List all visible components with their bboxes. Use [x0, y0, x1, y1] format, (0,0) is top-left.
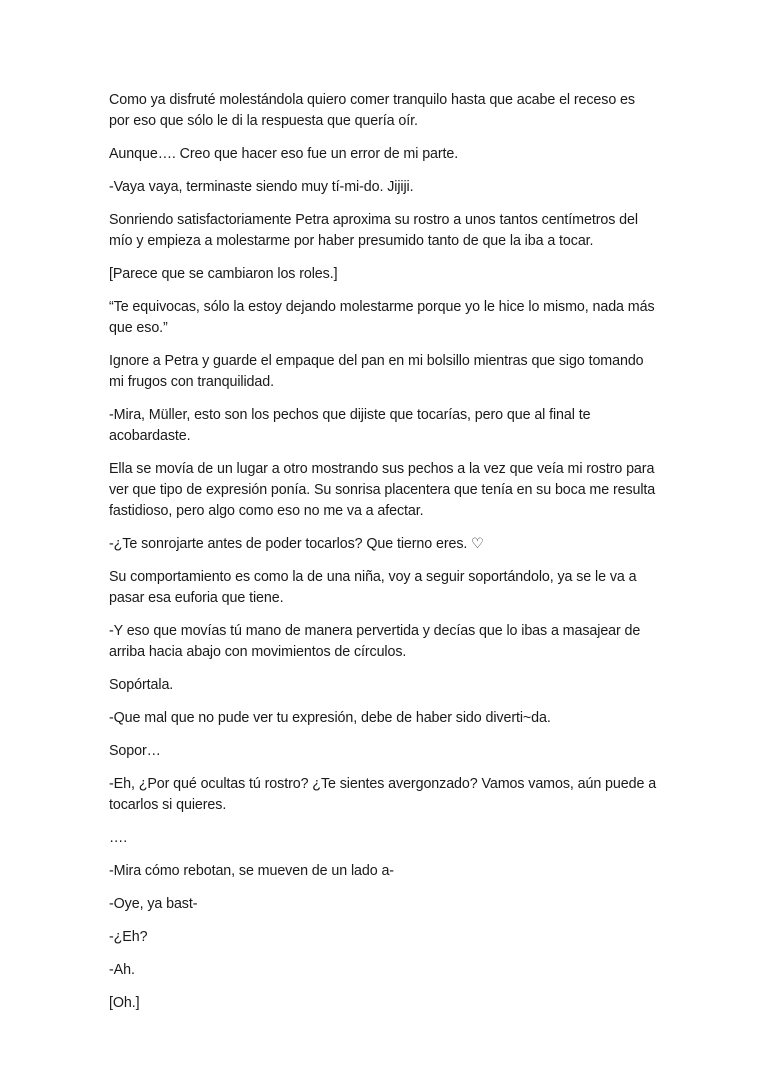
paragraph: Ignore a Petra y guarde el empaque del pan en mi bolsillo mientras que sigo tomando mi frugos con tranquilidad.	[109, 353, 644, 390]
paragraph: -Y eso que movías tú mano de manera pervertida y decías que lo ibas a masajear de arriba hacia abajo con movimientos de círculos.	[109, 623, 641, 660]
paragraph: [Parece que se cambiaron los roles.]	[109, 266, 338, 282]
paragraph: -Eh, ¿Por qué ocultas tú rostro? ¿Te sientes avergonzado? Vamos vamos, aún puede a tocarlos si quieres.	[109, 776, 657, 813]
paragraph: Como ya disfruté molestándola quiero comer tranquilo hasta que acabe el receso es por eso que sólo le di la respuesta que quería oír.	[109, 92, 635, 129]
paragraph: ….	[109, 830, 128, 846]
paragraph: Su comportamiento es como la de una niña, voy a seguir soportándolo, ya se le va a pasar esa euforia que tiene.	[109, 569, 637, 606]
document-body	[109, 90, 657, 1026]
paragraph: -¿Te sonrojarte antes de poder tocarlos? Que tierno eres. ♡	[109, 536, 484, 552]
paragraph: Sopor…	[109, 743, 161, 759]
paragraph: -Ah.	[109, 962, 135, 978]
paragraph: Ella se movía de un lugar a otro mostrando sus pechos a la vez que veía mi rostro para ver que tipo de expresión ponía. Su sonrisa placentera que tenía en su boca me resulta fastidioso, pero algo como eso no me va a afectar.	[109, 461, 656, 519]
paragraph: -Oye, ya bast-	[109, 896, 198, 912]
paragraph: Aunque…. Creo que hacer eso fue un error de mi parte.	[109, 146, 459, 162]
paragraph: -¿Eh?	[109, 929, 148, 945]
paragraph: -Mira, Müller, esto son los pechos que dijiste que tocarías, pero que al final te acobardaste.	[109, 407, 591, 444]
paragraph: -Que mal que no pude ver tu expresión, debe de haber sido diverti~da.	[109, 710, 551, 726]
paragraph: “Te equivocas, sólo la estoy dejando molestarme porque yo le hice lo mismo, nada más que eso.”	[109, 299, 655, 336]
paragraph: Sonriendo satisfactoriamente Petra aproxima su rostro a unos tantos centímetros del mío y empieza a molestarme por haber presumido tanto de que la iba a tocar.	[109, 212, 638, 249]
paragraph: -Vaya vaya, terminaste siendo muy tí-mi-do. Jijiji.	[109, 179, 414, 195]
paragraph: [Oh.]	[109, 995, 140, 1011]
paragraph: -Mira cómo rebotan, se mueven de un lado a-	[109, 863, 394, 879]
paragraph: Sopórtala.	[109, 677, 174, 693]
